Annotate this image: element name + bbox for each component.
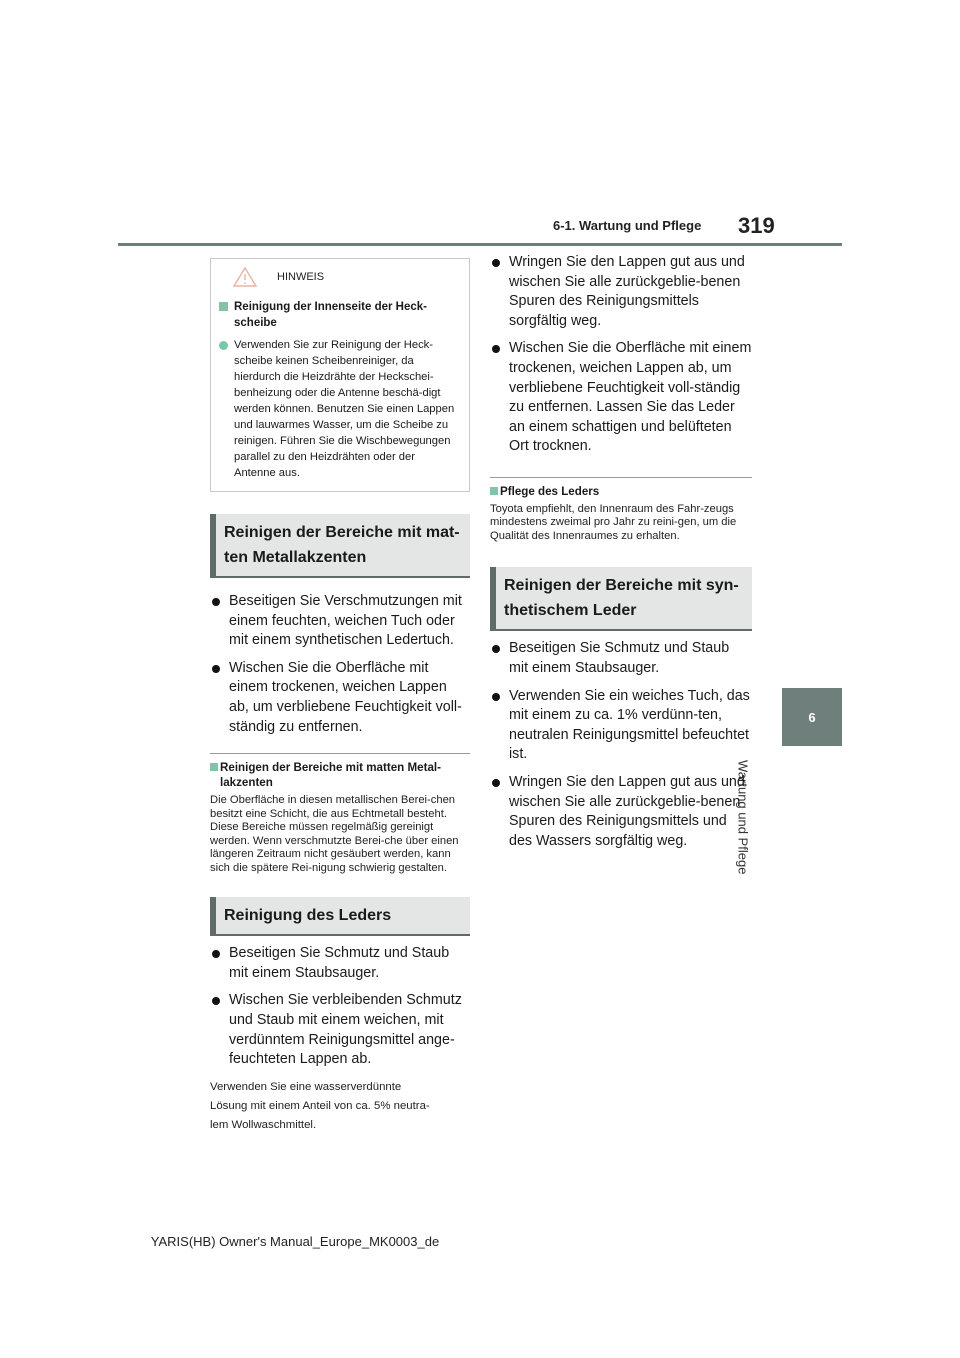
note-label: HINWEIS [277, 271, 325, 283]
sub-title: Reinigen der Bereiche mit matten Metal-lakzenten [210, 760, 470, 790]
note-title: Reinigung der Innenseite der Heck-scheibe [219, 299, 457, 331]
note-header [219, 267, 457, 287]
note-line: Verwenden Sie eine wasserverdünnte [210, 1080, 402, 1093]
chapter-number: 6 [808, 709, 816, 725]
paragraph: Die Oberfläche in diesen metallischen Berei-chen besitzt eine Schicht, die aus Echtmetall besteht. Diese Bereiche müssen regelmäßig gereinigt werden. Wenn verschmutzte Berei-che über einen längeren Zeitraum nicht gesäubert werden, kann sich die spätere Rei-nigung schwierig gestalten. [210, 794, 459, 874]
chapter-label: Wartung und Pflege [735, 760, 751, 875]
chapter-tab [782, 688, 842, 746]
footer-text: YARIS(HB) Owner's Manual_Europe_MK0003_de [150, 1234, 440, 1249]
bullet-item: Wischen Sie die Oberfläche mit einem trockenen, weichen Lappen ab, um verbliebene Feuchtigkeit voll-ständig zu entfernen. [210, 659, 470, 737]
header-divider [118, 243, 842, 246]
section-header: 6-1. Wartung und Pflege [553, 218, 702, 233]
left-column [210, 258, 470, 1135]
bullet-item: Beseitigen Sie Schmutz und Staub mit einem Staubsauger. [210, 944, 470, 983]
warning-icon [233, 267, 257, 287]
chapter-label-container [735, 760, 812, 890]
bullet-item: Wringen Sie den Lappen gut aus und wischen Sie alle zurückgeblie-benen Spuren des Reinigungsmittels und des Wassers sorgfältig weg. [490, 773, 752, 851]
section-heading-metal: Reinigen der Bereiche mit mat-ten Metallakzenten [210, 514, 470, 578]
bullet-item: Wringen Sie den Lappen gut aus und wischen Sie alle zurückgeblie-benen Spuren des Reinigungsmittels sorgfältig weg. [490, 253, 752, 331]
footer [0, 1234, 960, 1249]
bullet-item: Wischen Sie verbleibenden Schmutz und Staub mit einem weichen, mit verdünntem Reinigungsmittel ange-feuchteten Lappen ab. [210, 991, 470, 1069]
note-text: Verwenden Sie zur Reinigung der Heck-scheibe keinen Scheibenreiniger, da hierdurch die Heizdrähte der Heckschei-benheizung oder die Antenne beschä-digt werden können. Benutzen Sie einen Lappen und lauwarmes Wasser, um die Scheibe zu reinigen. Führen Sie die Wischbewegungen parallel zu den Heizdrähten oder der Antenne aus. [219, 337, 457, 481]
bullet-item: Beseitigen Sie Verschmutzungen mit einem feuchten, weichen Tuch oder mit einem synthetischen Ledertuch. [210, 592, 470, 651]
bullet-item: Verwenden Sie ein weiches Tuch, das mit einem zu ca. 1% verdünn-ten, neutralen Reinigungsmittel befeuchtet ist. [490, 687, 752, 765]
bullet-item: Beseitigen Sie Schmutz und Staub mit einem Staubsauger. [490, 639, 752, 678]
note-box [210, 258, 470, 492]
paragraph: Toyota empfiehlt, den Innenraum des Fahr-zeugs mindestens zweimal pro Jahr zu reini-gen, um die Qualität des Innenraumes zu erhalten. [490, 502, 737, 542]
section-heading-synthetic: Reinigen der Bereiche mit syn-thetischem Leder [490, 567, 752, 631]
bullet-item: Wischen Sie die Oberfläche mit einem trockenen, weichen Lappen ab, um verbliebene Feuchtigkeit voll-ständig zu entfernen. Lassen Sie das Leder an einem schattigen und belüfteten Ort trocknen. [490, 339, 752, 457]
page-number: 319 [738, 213, 775, 238]
note-line: lem Wollwaschmittel. [210, 1118, 317, 1131]
section-heading-leather: Reinigung des Leders [210, 897, 470, 936]
sub-title: Pflege des Leders [490, 484, 752, 499]
note-line: Lösung mit einem Anteil von ca. 5% neutra- [210, 1099, 430, 1112]
right-column [490, 253, 752, 859]
